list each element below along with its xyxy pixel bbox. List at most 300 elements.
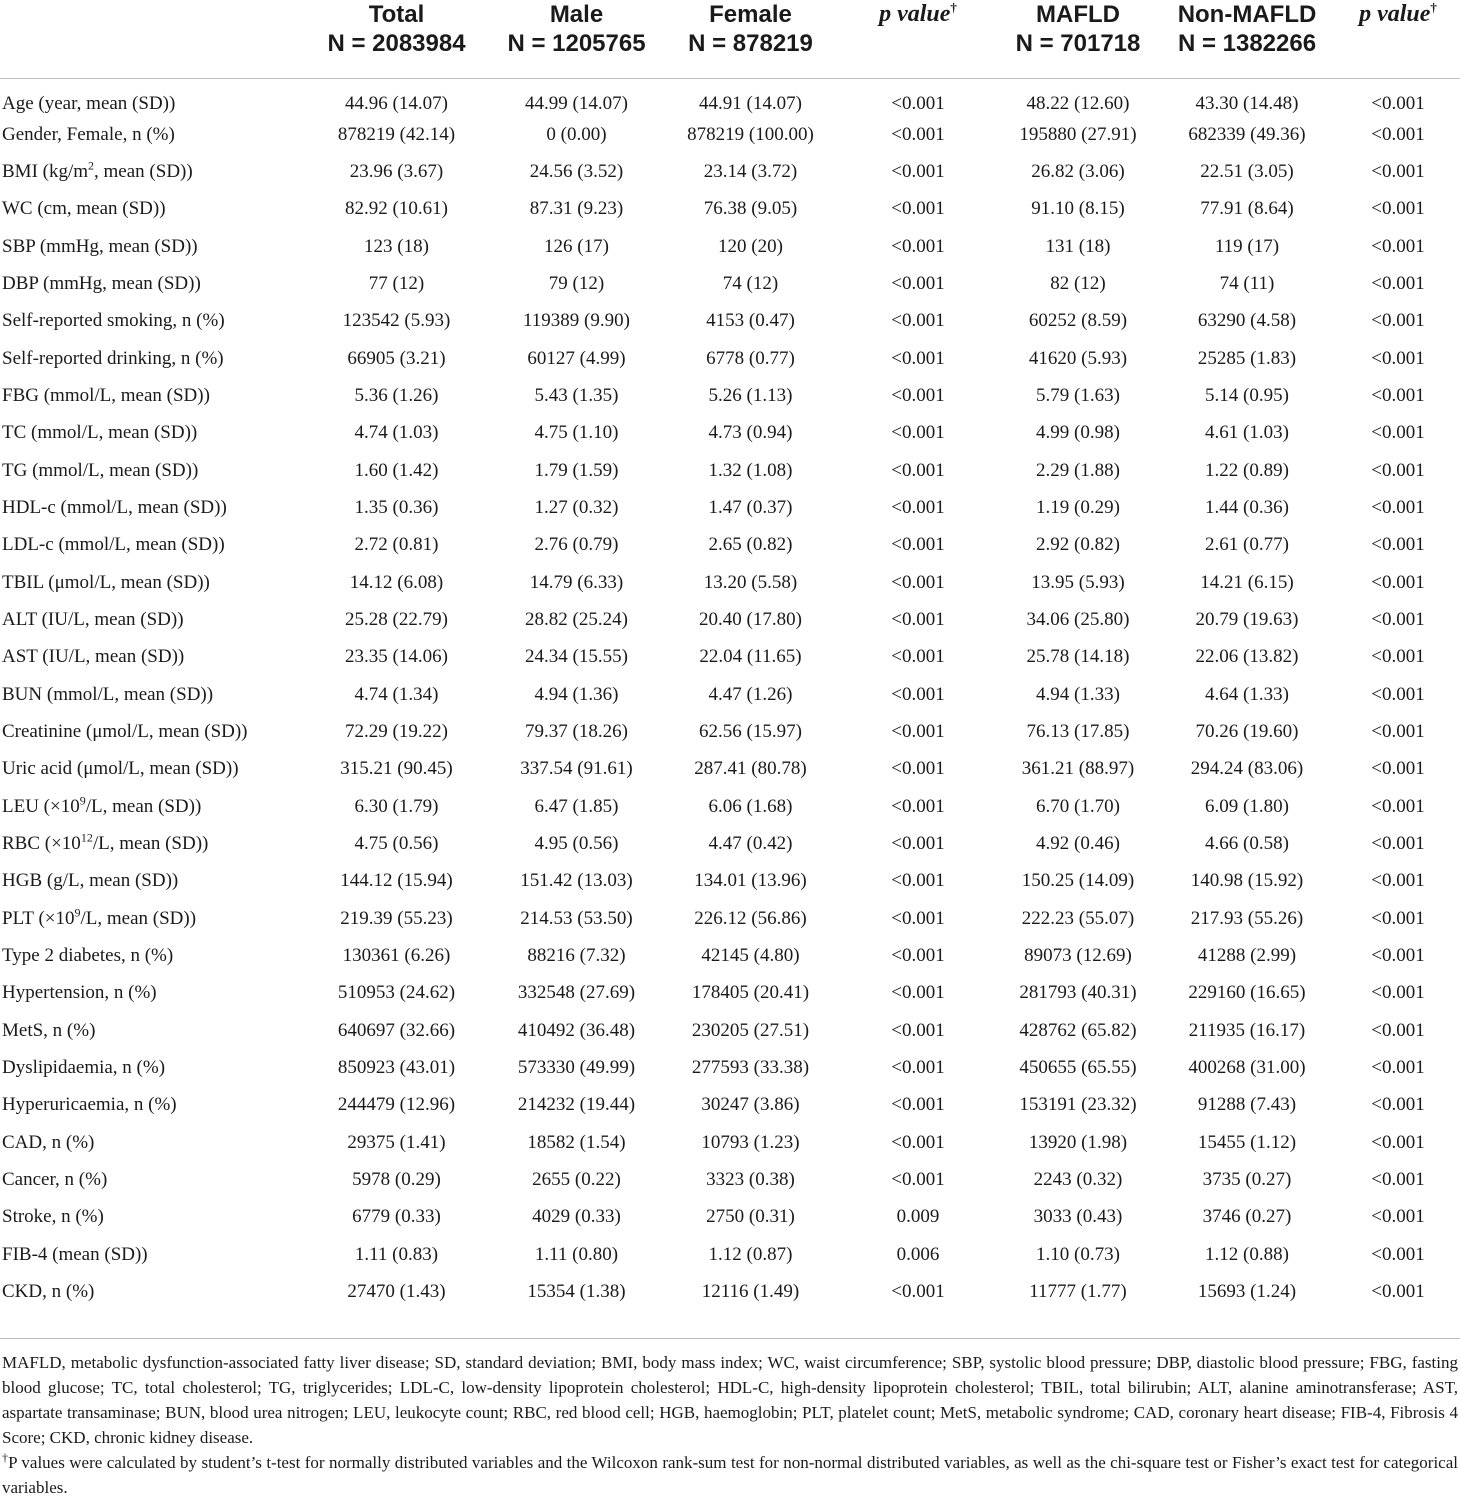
table-cell: <0.001 <box>1371 683 1425 705</box>
row-label: HGB (g/L, mean (SD)) <box>2 870 179 892</box>
row-label: Age (year, mean (SD)) <box>2 93 176 115</box>
row-label: CKD, n (%) <box>2 1281 95 1303</box>
table-cell: <0.001 <box>891 422 945 444</box>
table-cell: <0.001 <box>891 1131 945 1153</box>
table-cell: 23.96 (3.67) <box>349 160 444 182</box>
header-p-value-sex <box>838 0 998 79</box>
table-cell: 72.29 (19.22) <box>345 721 448 743</box>
table-cell: 151.42 (13.03) <box>520 870 633 892</box>
row-label-part: LEU (×10 <box>2 795 80 817</box>
table-cell: 13920 (1.98) <box>1028 1131 1128 1153</box>
table-cell: 1.12 (0.87) <box>708 1243 793 1265</box>
table-cell: <0.001 <box>1371 870 1425 892</box>
table-cell: <0.001 <box>891 496 945 518</box>
row-label: Self-reported drinking, n (%) <box>2 347 224 369</box>
table-cell: <0.001 <box>1371 571 1425 593</box>
table-cell: 66905 (3.21) <box>347 347 446 369</box>
table-row <box>0 1274 1460 1311</box>
table-cell: <0.001 <box>1371 758 1425 780</box>
row-label <box>0 825 303 862</box>
table-cell: <0.001 <box>1371 1243 1425 1265</box>
table-row <box>0 1012 1460 1049</box>
table-cell: 337.54 (91.61) <box>520 758 633 780</box>
table-cell: 6778 (0.77) <box>706 347 795 369</box>
table-row <box>0 340 1460 377</box>
row-label: Hyperuricaemia, n (%) <box>2 1094 177 1116</box>
table-cell: 4.94 (1.36) <box>534 683 619 705</box>
table-row <box>0 377 1460 414</box>
table-cell: <0.001 <box>891 123 945 145</box>
table-cell: 5.26 (1.13) <box>708 384 793 406</box>
row-label <box>0 900 303 937</box>
header-non-mafld-n: N = 1382266 <box>1177 30 1317 57</box>
row-label-superscript: 12 <box>80 830 93 845</box>
table-cell: 4.75 (1.10) <box>534 422 619 444</box>
row-label: Type 2 diabetes, n (%) <box>2 945 174 967</box>
header-p-value-sex-title: p value <box>879 1 951 27</box>
row-label-superscript: 9 <box>79 793 86 808</box>
table-cell: 24.56 (3.52) <box>529 160 624 182</box>
table-row <box>0 564 1460 601</box>
table-cell: 144.12 (15.94) <box>340 870 453 892</box>
row-label: Self-reported smoking, n (%) <box>2 310 225 332</box>
row-label: Dyslipidaemia, n (%) <box>2 1057 166 1079</box>
row-label: Cancer, n (%) <box>2 1169 108 1191</box>
row-label: Uric acid (μmol/L, mean (SD)) <box>2 758 239 780</box>
table-cell: 74 (12) <box>722 272 779 294</box>
table-cell: 0.006 <box>896 1243 940 1265</box>
table-cell: 29375 (1.41) <box>347 1131 446 1153</box>
table-cell: <0.001 <box>1371 907 1425 929</box>
table-row <box>0 116 1460 153</box>
table-cell: 226.12 (56.86) <box>694 907 807 929</box>
table-row <box>0 1124 1460 1161</box>
header-female-title: Female <box>709 1 792 28</box>
table-cell: <0.001 <box>1371 534 1425 556</box>
table-cell: <0.001 <box>891 347 945 369</box>
table-cell: 20.40 (17.80) <box>699 608 802 630</box>
table-cell: 150.25 (14.09) <box>1021 870 1135 892</box>
row-label: ALT (IU/L, mean (SD)) <box>2 608 184 630</box>
table-cell: 4.73 (0.94) <box>708 422 793 444</box>
table-cell: 294.24 (83.06) <box>1190 758 1304 780</box>
table-row <box>0 601 1460 638</box>
table-cell: 79.37 (18.26) <box>525 721 628 743</box>
table-cell: 5.79 (1.63) <box>1036 384 1120 406</box>
abbreviations-note: MAFLD, metabolic dysfunction-associated fatty liver disease; SD, standard deviation; BMI, body mass index; WC, waist circumference; SBP, systolic blood pressure; DBP, diastolic blood pressure; FBG, fasting blood glucose; TC, total cholesterol; TG, triglycerides; LDL-C, low-density lipoprotein cholesterol; HDL-C, high-density lipoprotein cholesterol; TBIL, total bilirubin; ALT, alanine aminotransferase; AST, aspartate transaminase; BUN, blood urea nitrogen; LEU, leukocyte count; RBC, red blood cell; HGB, haemoglobin; PLT, platelet count; MetS, metabolic syndrome; CAD, coronary heart disease; FIB-4, Fibrosis 4 Score; CKD, chronic kidney disease. <box>2 1353 1458 1447</box>
table-cell: 25285 (1.83) <box>1197 347 1297 369</box>
row-label-superscript: 2 <box>88 158 95 173</box>
table-row <box>0 676 1460 713</box>
row-label: LDL-c (mmol/L, mean (SD)) <box>2 534 225 556</box>
table-cell: 1.60 (1.42) <box>354 459 439 481</box>
table-row <box>0 825 1460 862</box>
table-cell: 63290 (4.58) <box>1197 310 1297 332</box>
table-cell: 219.39 (55.23) <box>340 907 453 929</box>
table-cell: 4.47 (1.26) <box>708 683 793 705</box>
header-p-value-mafld <box>1336 0 1460 79</box>
table-cell: 1.11 (0.83) <box>354 1243 439 1265</box>
table-cell: <0.001 <box>1371 1019 1425 1041</box>
table-cell: 850923 (43.01) <box>337 1057 456 1079</box>
table-cell: 573330 (49.99) <box>517 1057 636 1079</box>
table-cell: 1.22 (0.89) <box>1205 459 1289 481</box>
table-cell: 119389 (9.90) <box>523 310 630 332</box>
table-cell: <0.001 <box>891 1281 945 1303</box>
table-cell: 6.09 (1.80) <box>1205 795 1289 817</box>
table-cell: <0.001 <box>1371 198 1425 220</box>
header-total-title: Total <box>368 1 425 28</box>
table-cell: 74 (11) <box>1219 272 1275 294</box>
table-cell: <0.001 <box>891 534 945 556</box>
table-cell: 70.26 (19.60) <box>1195 721 1299 743</box>
table-cell: 22.06 (13.82) <box>1195 646 1299 668</box>
table-cell: 277593 (33.38) <box>691 1057 810 1079</box>
table-cell: 640697 (32.66) <box>337 1019 456 1041</box>
table-cell: 88216 (7.32) <box>527 945 626 967</box>
table-cell: 1.19 (0.29) <box>1036 496 1120 518</box>
row-label-part: /L, mean (SD)) <box>85 795 202 817</box>
table-cell: 6.06 (1.68) <box>708 795 793 817</box>
table-cell: 3735 (0.27) <box>1202 1169 1292 1191</box>
table-cell: 15455 (1.12) <box>1197 1131 1297 1153</box>
table-cell: 60127 (4.99) <box>527 347 626 369</box>
table-cell: 13.20 (5.58) <box>703 571 798 593</box>
table-cell: 62.56 (15.97) <box>699 721 802 743</box>
table-cell: 120 (20) <box>718 235 783 257</box>
table-cell: <0.001 <box>891 1057 945 1079</box>
table-cell: 76.13 (17.85) <box>1026 721 1130 743</box>
header-non-mafld-title: Non-MAFLD <box>1177 1 1317 28</box>
table-cell: 4.92 (0.46) <box>1036 833 1120 855</box>
table-cell: <0.001 <box>1371 1057 1425 1079</box>
row-label: MetS, n (%) <box>2 1019 96 1041</box>
table-cell: <0.001 <box>1371 123 1425 145</box>
table-cell: 25.28 (22.79) <box>345 608 448 630</box>
table-cell: <0.001 <box>1371 160 1425 182</box>
table-cell: 5.14 (0.95) <box>1205 384 1289 406</box>
table-cell: 4.61 (1.03) <box>1205 422 1289 444</box>
row-label: DBP (mmHg, mean (SD)) <box>2 272 201 294</box>
table-cell: 44.96 (14.07) <box>345 93 448 115</box>
table-cell: 4.74 (1.34) <box>354 683 439 705</box>
row-label: FBG (mmol/L, mean (SD)) <box>2 384 210 406</box>
table-cell: <0.001 <box>891 235 945 257</box>
table-cell: 4153 (0.47) <box>706 310 795 332</box>
table-row <box>0 228 1460 265</box>
table-cell: 10793 (1.23) <box>701 1131 800 1153</box>
table-cell: 11777 (1.77) <box>1029 1281 1127 1303</box>
table-cell: 119 (17) <box>1214 235 1280 257</box>
table-cell: 4.74 (1.03) <box>354 422 439 444</box>
table-cell: 2.29 (1.88) <box>1036 459 1120 481</box>
table-cell: <0.001 <box>1371 721 1425 743</box>
table-cell: 123542 (5.93) <box>342 310 451 332</box>
table-cell: 5.36 (1.26) <box>354 384 439 406</box>
table-cell: 2750 (0.31) <box>706 1206 795 1228</box>
header-p-value-mafld-title: p value <box>1359 1 1431 27</box>
table-cell: 22.51 (3.05) <box>1200 160 1294 182</box>
table-cell: 14.12 (6.08) <box>349 571 444 593</box>
row-label: Hypertension, n (%) <box>2 982 157 1004</box>
row-label-part: /L, mean (SD)) <box>92 833 209 855</box>
table-cell: <0.001 <box>891 384 945 406</box>
row-label <box>0 788 303 825</box>
table-cell: 878219 (42.14) <box>337 123 456 145</box>
row-label: TC (mmol/L, mean (SD)) <box>2 422 198 444</box>
table-cell: 140.98 (15.92) <box>1190 870 1304 892</box>
header-total-n: N = 2083984 <box>327 30 466 57</box>
row-label: Stroke, n (%) <box>2 1206 104 1228</box>
table-cell: <0.001 <box>891 1094 945 1116</box>
table-cell: 1.35 (0.36) <box>354 496 439 518</box>
table-cell: 4.95 (0.56) <box>534 833 619 855</box>
table-cell: 77.91 (8.64) <box>1200 198 1294 220</box>
dagger-mark: † <box>950 0 957 15</box>
table-cell: 22.04 (11.65) <box>699 646 802 668</box>
header-row <box>0 0 1460 79</box>
table-cell: 229160 (16.65) <box>1188 982 1306 1004</box>
table-row <box>0 1236 1460 1273</box>
table-cell: 134.01 (13.96) <box>694 870 807 892</box>
table-cell: 0.009 <box>896 1206 940 1228</box>
header-variable <box>0 0 303 79</box>
header-mafld <box>998 0 1158 79</box>
table-cell: <0.001 <box>891 608 945 630</box>
row-label-part: PLT (×10 <box>2 907 75 929</box>
table-cell: <0.001 <box>1371 235 1425 257</box>
table-cell: 1.32 (1.08) <box>708 459 793 481</box>
table-row <box>0 1161 1460 1198</box>
table-row <box>0 1087 1460 1124</box>
table-row <box>0 713 1460 750</box>
table-cell: 13.95 (5.93) <box>1031 571 1125 593</box>
table-cell: 4.47 (0.42) <box>708 833 793 855</box>
table-cell: 18582 (1.54) <box>527 1131 626 1153</box>
table-cell: <0.001 <box>1371 1169 1425 1191</box>
row-label: Creatinine (μmol/L, mean (SD)) <box>2 721 248 743</box>
row-label <box>0 153 303 190</box>
table-row <box>0 527 1460 564</box>
table-cell: 1.11 (0.80) <box>534 1243 619 1265</box>
table-cell: <0.001 <box>1371 384 1425 406</box>
table-row <box>0 1049 1460 1086</box>
table-cell: 4.64 (1.33) <box>1205 683 1289 705</box>
table-row <box>0 79 1460 116</box>
table-cell: 5978 (0.29) <box>352 1169 441 1191</box>
dagger-mark: † <box>1430 0 1437 15</box>
table-cell: <0.001 <box>1371 608 1425 630</box>
table-cell: 14.79 (6.33) <box>529 571 624 593</box>
table-cell: <0.001 <box>891 571 945 593</box>
table-cell: 214.53 (53.50) <box>520 907 633 929</box>
row-label: SBP (mmHg, mean (SD)) <box>2 235 198 257</box>
table-cell: 23.35 (14.06) <box>345 646 448 668</box>
table-cell: 89073 (12.69) <box>1024 945 1132 967</box>
table-cell: 2.65 (0.82) <box>708 534 793 556</box>
table-cell: 510953 (24.62) <box>337 982 456 1004</box>
table-cell: 6.47 (1.85) <box>534 795 619 817</box>
table-cell: <0.001 <box>1371 422 1425 444</box>
row-label: CAD, n (%) <box>2 1131 95 1153</box>
row-label-part: RBC (×10 <box>2 833 81 855</box>
table-cell: <0.001 <box>891 683 945 705</box>
header-total <box>303 0 490 79</box>
table-row <box>0 303 1460 340</box>
table-cell: <0.001 <box>1371 459 1425 481</box>
table-cell: 1.79 (1.59) <box>534 459 619 481</box>
table-cell: 5.43 (1.35) <box>534 384 619 406</box>
table-cell: <0.001 <box>1371 272 1425 294</box>
row-label: FIB-4 (mean (SD)) <box>2 1243 148 1265</box>
table-cell: 24.34 (15.55) <box>525 646 628 668</box>
table-row <box>0 1199 1460 1236</box>
table-cell: 878219 (100.00) <box>687 123 814 145</box>
table-cell: 44.91 (14.07) <box>699 93 802 115</box>
table-cell: 27470 (1.43) <box>347 1281 446 1303</box>
table-cell: 281793 (40.31) <box>1019 982 1137 1004</box>
table-row <box>0 452 1460 489</box>
table-cell: <0.001 <box>891 945 945 967</box>
table-cell: 230205 (27.51) <box>691 1019 810 1041</box>
table-cell: 178405 (20.41) <box>691 982 810 1004</box>
table-cell: 4.75 (0.56) <box>354 833 439 855</box>
table-cell: 12116 (1.49) <box>701 1281 800 1303</box>
table-cell: 6.30 (1.79) <box>354 795 439 817</box>
row-label: Gender, Female, n (%) <box>2 123 175 145</box>
table-cell: 211935 (16.17) <box>1188 1019 1306 1041</box>
table-cell: 30247 (3.86) <box>701 1094 800 1116</box>
table-cell: 287.41 (80.78) <box>694 758 807 780</box>
table-cell: 2655 (0.22) <box>532 1169 621 1191</box>
table-cell: 1.12 (0.88) <box>1205 1243 1289 1265</box>
table-cell: 244479 (12.96) <box>337 1094 456 1116</box>
table-cell: 43.30 (14.48) <box>1195 93 1299 115</box>
table-cell: 14.21 (6.15) <box>1200 571 1294 593</box>
table-cell: 82 (12) <box>1050 272 1106 294</box>
table-cell: 79 (12) <box>548 272 605 294</box>
table-cell: <0.001 <box>891 1169 945 1191</box>
p-value-note-text: P values were calculated by student’s t-test for normally distributed variables and the Wilcoxon rank-sum test for non-normal distributed variables, as well as the chi-square test or Fisher’s exact test for categorical variables. <box>2 1453 1458 1497</box>
header-male-n: N = 1205765 <box>507 30 646 57</box>
table-cell: 4029 (0.33) <box>532 1206 621 1228</box>
table-cell: <0.001 <box>891 160 945 182</box>
table-cell: 2.61 (0.77) <box>1205 534 1289 556</box>
table-cell: <0.001 <box>891 833 945 855</box>
table-row <box>0 265 1460 302</box>
table-row <box>0 191 1460 228</box>
table-cell: 15693 (1.24) <box>1197 1281 1297 1303</box>
row-label: AST (IU/L, mean (SD)) <box>2 646 185 668</box>
table-cell: 450655 (65.55) <box>1019 1057 1137 1079</box>
header-female <box>663 0 838 79</box>
table-cell: 123 (18) <box>364 235 429 257</box>
table-cell: 131 (18) <box>1045 235 1111 257</box>
table-cell: 3746 (0.27) <box>1202 1206 1292 1228</box>
table-cell: <0.001 <box>891 459 945 481</box>
table-cell: <0.001 <box>1371 795 1425 817</box>
table-cell: 48.22 (12.60) <box>1026 93 1130 115</box>
row-label: TG (mmol/L, mean (SD)) <box>2 459 199 481</box>
table-row <box>0 937 1460 974</box>
row-label-part: /L, mean (SD)) <box>80 907 197 929</box>
table-cell: 2.92 (0.82) <box>1036 534 1120 556</box>
table-cell: 126 (17) <box>544 235 609 257</box>
table-cell: 28.82 (25.24) <box>525 608 628 630</box>
table-cell: <0.001 <box>891 310 945 332</box>
table-cell: <0.001 <box>1371 93 1425 115</box>
table-cell: 400268 (31.00) <box>1188 1057 1306 1079</box>
table-cell: <0.001 <box>1371 833 1425 855</box>
table-cell: <0.001 <box>1371 1206 1425 1228</box>
row-label-superscript: 9 <box>74 905 81 920</box>
table-cell: <0.001 <box>891 721 945 743</box>
table-row <box>0 153 1460 190</box>
table-cell: <0.001 <box>1371 1281 1425 1303</box>
table-cell: 332548 (27.69) <box>517 982 636 1004</box>
table-cell: 91288 (7.43) <box>1197 1094 1297 1116</box>
table-cell: <0.001 <box>1371 310 1425 332</box>
table-cell: <0.001 <box>1371 1131 1425 1153</box>
table-cell: 20.79 (19.63) <box>1195 608 1299 630</box>
table-row <box>0 863 1460 900</box>
table-cell: 34.06 (25.80) <box>1026 608 1130 630</box>
table-cell: <0.001 <box>891 758 945 780</box>
table-cell: 2243 (0.32) <box>1033 1169 1123 1191</box>
table-cell: 195880 (27.91) <box>1019 123 1137 145</box>
table-cell: 1.10 (0.73) <box>1036 1243 1120 1265</box>
table-cell: 2.76 (0.79) <box>534 534 619 556</box>
table-cell: <0.001 <box>1371 982 1425 1004</box>
table-cell: <0.001 <box>891 198 945 220</box>
table-cell: 222.23 (55.07) <box>1021 907 1135 929</box>
table-row <box>0 639 1460 676</box>
dagger-mark: † <box>2 1450 9 1465</box>
row-label-part: BMI (kg/m <box>2 160 89 182</box>
row-label-part: , mean (SD)) <box>94 160 193 182</box>
table-cell: 361.21 (88.97) <box>1021 758 1135 780</box>
table-bottom-rule <box>0 1338 1460 1339</box>
table-cell: 23.14 (3.72) <box>703 160 798 182</box>
table-row <box>0 415 1460 452</box>
table-cell: <0.001 <box>891 646 945 668</box>
table-row <box>0 900 1460 937</box>
table-cell: 77 (12) <box>368 272 425 294</box>
table-cell: <0.001 <box>891 1019 945 1041</box>
table-cell: 153191 (23.32) <box>1019 1094 1137 1116</box>
table-cell: 3033 (0.43) <box>1033 1206 1123 1228</box>
table-row <box>0 975 1460 1012</box>
table-cell: 15354 (1.38) <box>527 1281 626 1303</box>
table-cell: <0.001 <box>1371 945 1425 967</box>
table-cell: 4.66 (0.58) <box>1205 833 1289 855</box>
table-cell: <0.001 <box>891 907 945 929</box>
table-row <box>0 751 1460 788</box>
table-cell: 1.44 (0.36) <box>1205 496 1289 518</box>
table-footnotes <box>2 1350 1458 1500</box>
table-body <box>0 79 1460 1311</box>
table-cell: 6779 (0.33) <box>352 1206 441 1228</box>
table-cell: <0.001 <box>891 982 945 1004</box>
table-cell: 1.27 (0.32) <box>534 496 619 518</box>
table-cell: 76.38 (9.05) <box>703 198 798 220</box>
table-cell: 315.21 (90.45) <box>340 758 453 780</box>
table-row <box>0 489 1460 526</box>
table-cell: 682339 (49.36) <box>1188 123 1306 145</box>
header-non-mafld <box>1158 0 1336 79</box>
table-cell: 60252 (8.59) <box>1028 310 1128 332</box>
table-cell: 3323 (0.38) <box>706 1169 795 1191</box>
